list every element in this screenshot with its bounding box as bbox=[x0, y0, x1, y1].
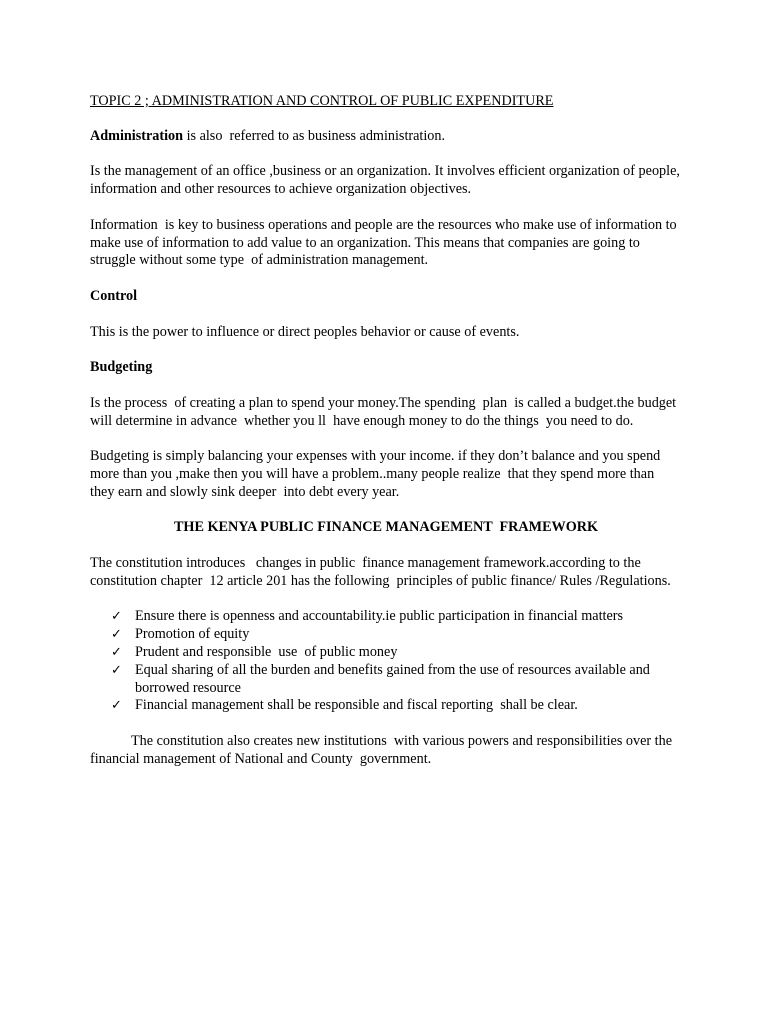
list-item-text: Financial management shall be responsible and fiscal reporting shall be clear. bbox=[135, 697, 578, 714]
control-definition: This is the power to influence or direct peoples behavior or cause of events. bbox=[90, 323, 520, 340]
checkmark-icon: ✓ bbox=[111, 662, 122, 678]
framework-heading bbox=[90, 519, 682, 537]
information-paragraph: Information is key to business operations and people are the resources who make use of information to make use of information to add value to an organization. This means that companies are going to struggle without some type of administration management. bbox=[90, 216, 681, 269]
budgeting-paragraph: Budgeting is simply balancing your expenses with your income. if they don’t balance and you spend more than you ,make then you will have a problem..many people realize that they spend more than they earn and slowly sink deeper into debt every year. bbox=[90, 448, 664, 500]
administration-definition: Is the management of an office ,business or an organization. It involves efficient organization of people, information and other resources to achieve organization objectives. bbox=[90, 163, 684, 198]
administration-paragraph bbox=[90, 128, 682, 146]
checkmark-icon: ✓ bbox=[111, 644, 122, 660]
list-item-text: Equal sharing of all the burden and benefits gained from the use of resources available and borrowed resource bbox=[135, 661, 654, 696]
list-item bbox=[90, 644, 682, 662]
checkmark-icon: ✓ bbox=[111, 698, 122, 714]
document-title: TOPIC 2 ; ADMINISTRATION AND CONTROL OF PUBLIC EXPENDITURE bbox=[90, 93, 554, 109]
framework-heading-text: THE KENYA PUBLIC FINANCE MANAGEMENT FRAMEWORK bbox=[173, 519, 599, 536]
constitution-paragraph: The constitution introduces changes in public finance management framework.according to the constitution chapter 12 article 201 has the following principles of public finance/ Rules /Regulations. bbox=[90, 554, 671, 589]
list-item bbox=[90, 626, 682, 644]
principles-list bbox=[90, 608, 682, 715]
list-item bbox=[90, 608, 682, 626]
list-item-text: Promotion of equity bbox=[135, 626, 250, 643]
document-body bbox=[90, 93, 682, 768]
checkmark-icon: ✓ bbox=[111, 627, 122, 643]
control-heading-text: Control bbox=[90, 287, 138, 304]
list-item-text: Ensure there is openness and accountability.ie public participation in financial matters bbox=[135, 608, 623, 625]
administration-term: Administration bbox=[90, 127, 184, 144]
list-item bbox=[90, 697, 682, 715]
checkmark-icon: ✓ bbox=[111, 609, 122, 625]
list-item-text: Prudent and responsible use of public money bbox=[135, 643, 398, 660]
administration-text: is also referred to as business administration. bbox=[183, 127, 446, 144]
control-heading bbox=[90, 288, 682, 306]
budgeting-heading bbox=[90, 359, 682, 377]
budgeting-definition: Is the process of creating a plan to spend your money.The spending plan is called a budget.the budget will determine in advance whether you ll have enough money to do the things you need to do. bbox=[90, 394, 680, 429]
budgeting-heading-text: Budgeting bbox=[90, 359, 153, 376]
closing-paragraph: The constitution also creates new institutions with various powers and responsibilities over the financial management of National and County government. bbox=[90, 732, 676, 767]
list-item bbox=[90, 662, 682, 698]
